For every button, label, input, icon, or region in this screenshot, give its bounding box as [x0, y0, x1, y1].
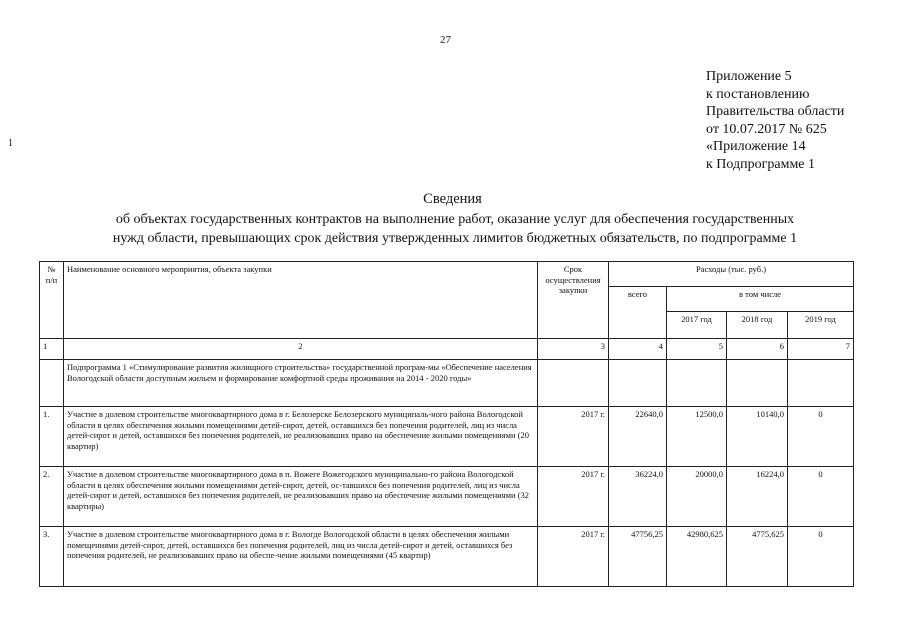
column-number: 4: [609, 339, 667, 360]
empty-cell: [609, 360, 667, 407]
row-term: 2017 г.: [538, 467, 609, 527]
subprogram-row: [40, 360, 854, 407]
appendix-block: [706, 68, 844, 174]
document-title: Сведения: [423, 191, 482, 207]
column-number: 7: [788, 339, 854, 360]
row-2018: 10140,0: [727, 407, 788, 467]
row-num: 3.: [40, 527, 64, 587]
header-num: № п/п: [40, 262, 64, 339]
row-term: 2017 г.: [538, 407, 609, 467]
subprogram-num-cell: [40, 360, 64, 407]
header-total: всего: [609, 287, 667, 339]
row-2019: 0: [788, 527, 854, 587]
subtitle-line: нужд области, превышающих срок действия утвержденных лимитов бюджетных обязательств, по подпрограмме 1: [112, 231, 798, 246]
column-number: 6: [727, 339, 788, 360]
row-2017: 12500,0: [667, 407, 727, 467]
header-2019: 2019 год: [788, 312, 854, 339]
column-number: 1: [40, 339, 64, 360]
row-2018: 16224,0: [727, 467, 788, 527]
column-number: 2: [64, 339, 538, 360]
row-num: 2.: [40, 467, 64, 527]
header-name: Наименование основного мероприятия, объекта закупки: [64, 262, 538, 339]
row-2019: 0: [788, 467, 854, 527]
column-number: 5: [667, 339, 727, 360]
row-name: Участие в долевом строительстве многоквартирного дома в г. Вологде Вологодской области в целях обеспечения жилыми помещениями детей-сирот, детей, оставшихся без попечения родителей, лиц из числа детей-сирот и детей, оставшихся без попечения родителей, не реализовавших право на обеспе-чение жилыми помещениями (45 квартир): [64, 527, 538, 587]
page-number: 27: [440, 34, 451, 46]
row-total: 22640,0: [609, 407, 667, 467]
row-name: Участие в долевом строительстве многоквартирного дома в п. Вожеге Вожегодского муниципально-го района Вологодской области в целях обеспечения жилыми помещениями детей-сирот, детей, ос-тавшихся без попечения родителей, лиц из числа детей-сирот и детей, оставшихся без попечения родителей, не реализовавших право на обеспечение жилыми помещениями (32 квартиры): [64, 467, 538, 527]
header-2017: 2017 год: [667, 312, 727, 339]
table-row: [40, 467, 854, 527]
document-subtitle: [60, 210, 850, 248]
row-total: 36224,0: [609, 467, 667, 527]
subprogram-name: Подпрограмма 1 «Стимулирование развития жилищного строительства» государственной програм-мы «Обеспечение населения Вологодской области доступным жильем и формирование комфортной среды проживания на 2014 - 2020 годы»: [64, 360, 538, 407]
header-2018: 2018 год: [727, 312, 788, 339]
row-2017: 42980,625: [667, 527, 727, 587]
appendix-line: Правительства области: [706, 104, 845, 120]
header-expenses: Расходы (тыс. руб.): [609, 262, 854, 287]
appendix-line: от 10.07.2017 № 625: [706, 121, 827, 137]
row-name: Участие в долевом строительстве многоквартирного дома в г. Белозерске Белозерского муниципаль-ного района Вологодской области в целях обеспечения жилыми помещениями детей-сирот, детей, оставшихся без попечения родителей, лиц из числа детей-сирот и детей, оставшихся без попечения родителей, не реализовавших право на обеспечение жилыми помещениями (20 квартир): [64, 407, 538, 467]
row-term: 2017 г.: [538, 527, 609, 587]
header-including: в том числе: [667, 287, 854, 312]
contracts-table: [39, 261, 854, 587]
appendix-line: Приложение 5: [706, 69, 792, 84]
empty-cell: [667, 360, 727, 407]
column-number: 3: [538, 339, 609, 360]
table-row: [40, 527, 854, 587]
row-num: 1.: [40, 407, 64, 467]
subtitle-line: об объектах государственных контрактов на выполнение работ, оказание услуг для обеспечения государственных: [115, 212, 795, 227]
row-total: 47756,25: [609, 527, 667, 587]
appendix-line: к постановлению: [706, 86, 810, 102]
empty-cell: [727, 360, 788, 407]
appendix-line: к Подпрограмме 1: [706, 156, 816, 172]
margin-mark: 1: [8, 138, 13, 149]
row-2019: 0: [788, 407, 854, 467]
empty-cell: [788, 360, 854, 407]
empty-cell: [538, 360, 609, 407]
appendix-line: «Приложение 14: [706, 139, 806, 155]
header-term: Срок осуществления закупки: [538, 262, 609, 339]
row-2017: 20000,0: [667, 467, 727, 527]
table-row: [40, 407, 854, 467]
row-2018: 4775,625: [727, 527, 788, 587]
